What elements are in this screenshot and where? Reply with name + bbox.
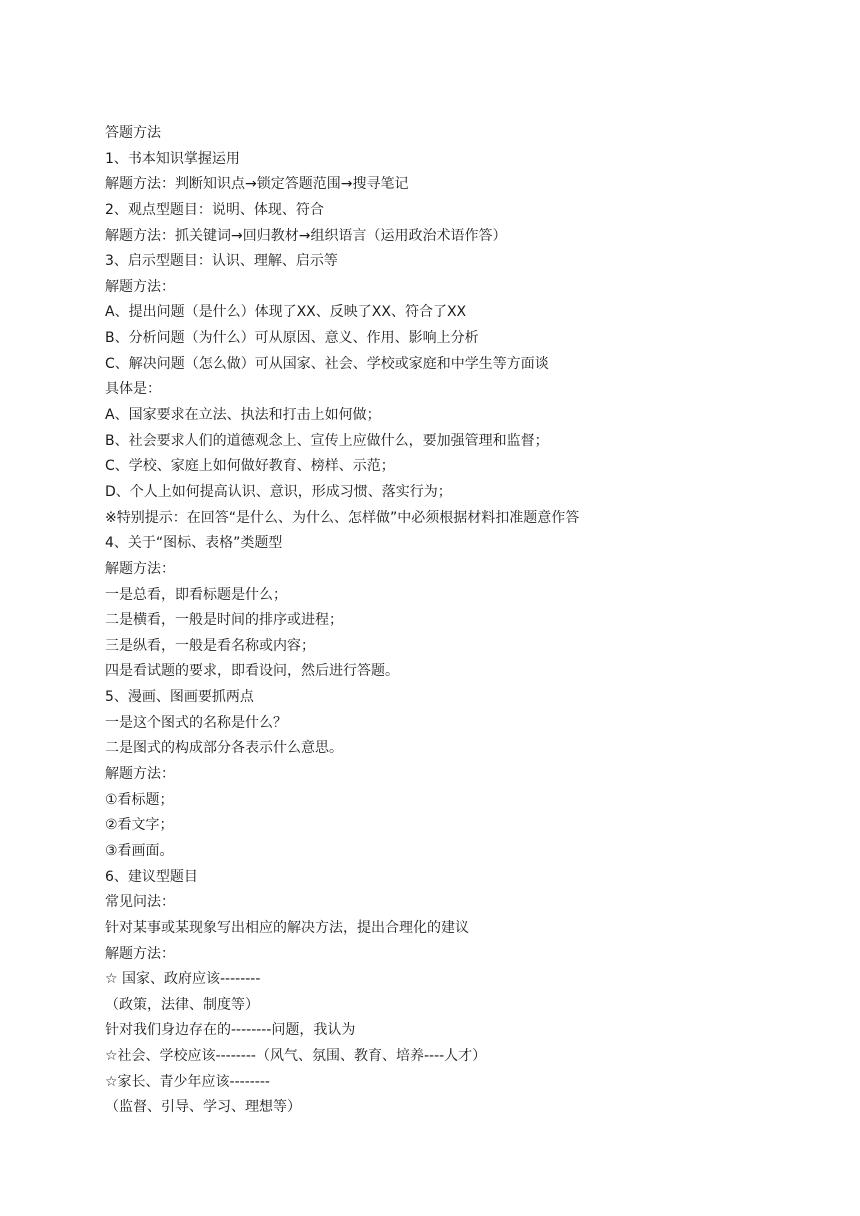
text-line: 具体是： (105, 381, 161, 398)
text-line: （监督、引导、学习、理想等） (105, 1099, 301, 1116)
text-line: ①看标题； (105, 791, 174, 808)
text-line: 四是看试题的要求，即看设问，然后进行答题。 (105, 663, 399, 680)
text-line: 解题方法：判断知识点→锁定答题范围→搜寻笔记 (105, 176, 409, 193)
section-heading-5: 5、漫画、图画要抓两点 (105, 689, 254, 706)
text-line: ☆ 国家、政府应该-------- (105, 971, 261, 988)
text-line: D、个人上如何提高认识、意识，形成习惯、落实行为； (105, 483, 452, 500)
text-line: ②看文字； (105, 817, 174, 834)
section-heading-1: 1、书本知识掌握运用 (105, 150, 240, 167)
text-line: C、学校、家庭上如何做好教育、榜样、示范； (105, 458, 395, 475)
section-heading-4: 4、关于“图标、表格”类题型 (105, 535, 283, 552)
text-line: ☆社会、学校应该--------（风气、氛围、教育、培养----人才） (105, 1048, 487, 1065)
text-line: A、国家要求在立法、执法和打击上如何做； (105, 407, 381, 424)
section-heading-3: 3、启示型题目：认识、理解、启示等 (105, 253, 338, 270)
special-note: ※特别提示：在回答“是什么、为什么、怎样做”中必须根据材料扣准题意作答 (105, 509, 580, 526)
text-line: 针对我们身边存在的--------问题，我认为 (105, 1022, 356, 1039)
text-line: 一是这个图式的名称是什么？ (105, 714, 287, 731)
text-line: 解题方法： (105, 766, 175, 783)
text-line: 二是横看，一般是时间的排序或进程； (105, 612, 343, 629)
text-line: （政策，法律、制度等） (105, 996, 259, 1013)
text-line: 解题方法：抓关键词→回归教材→组织语言（运用政治术语作答） (105, 227, 507, 244)
text-line: 解题方法： (105, 560, 175, 577)
text-line: 常见问法： (105, 894, 175, 911)
section-heading-2: 2、观点型题目：说明、体现、符合 (105, 201, 324, 218)
text-line: 解题方法： (105, 278, 175, 295)
text-line: ③看画面。 (105, 842, 174, 859)
text-line: B、社会要求人们的道德观念上、宣传上应做什么，要加强管理和监督； (105, 432, 549, 449)
text-line: ☆家长、青少年应该-------- (105, 1073, 270, 1090)
text-line: 针对某事或某现象写出相应的解决方法，提出合理化的建议 (105, 919, 469, 936)
text-line: B、分析问题（为什么）可从原因、意义、作用、影响上分析 (105, 330, 479, 347)
document-title: 答题方法 (105, 125, 161, 141)
document-body (105, 121, 745, 1121)
text-line: 二是图式的构成部分各表示什么意思。 (105, 740, 343, 757)
text-line: 解题方法： (105, 945, 175, 962)
text-line: 一是总看，即看标题是什么； (105, 586, 287, 603)
section-heading-6: 6、建议型题目 (105, 868, 198, 885)
text-line: 三是纵看，一般是看名称或内容； (105, 637, 315, 654)
text-line: A、提出问题（是什么）体现了XX、反映了XX、符合了XX (105, 304, 467, 321)
text-line: C、解决问题（怎么做）可从国家、社会、学校或家庭和中学生等方面谈 (105, 355, 549, 372)
